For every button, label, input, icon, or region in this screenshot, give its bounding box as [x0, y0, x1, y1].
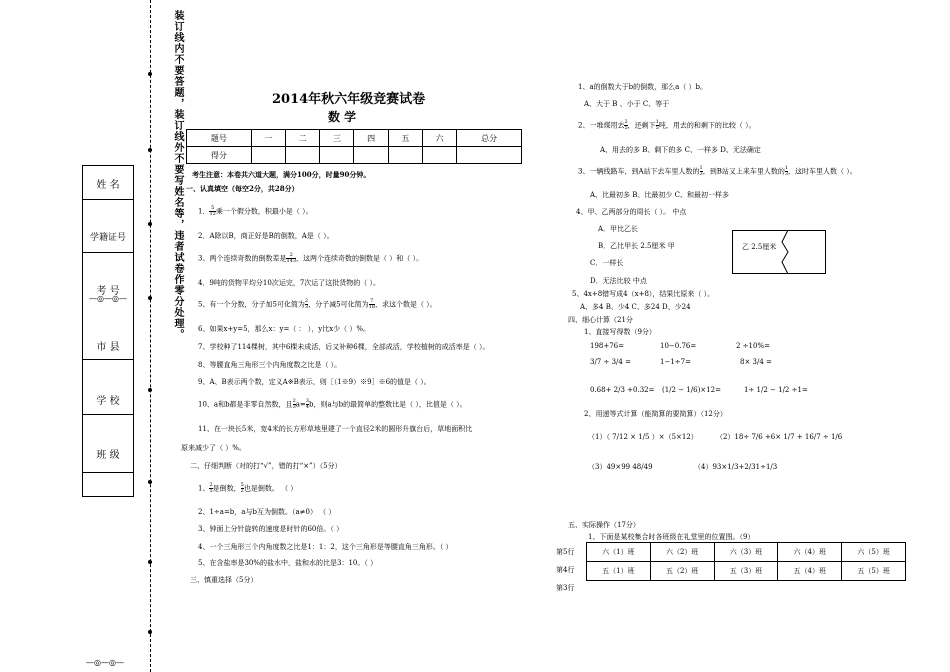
- s1-q7: 7、学校种了114棵树，其中6棵未成活，后又补种6棵，全部成活，学校植树的成活率是（ ）。: [198, 343, 490, 351]
- seat-cell: 六（5）班: [842, 543, 906, 562]
- s1-q1: 1． $\frac{5}{12}$ 乘一个假分数，积最小是（ ）。: [198, 205, 313, 217]
- seat-cell: 六（3）班: [714, 543, 778, 562]
- binding-line: [150, 0, 151, 672]
- section2-heading: 二、仔细判断（对的打“√”，错的打“×”）（5分）: [190, 462, 342, 470]
- seat-cell: 五（2）班: [650, 562, 714, 581]
- s3-q3: 3、一辆线路车，到A站下去车里人数的 $\frac{1}{3}$ ，到B站又上来车里人数的 $\frac{1}{3}$ ，这时车里人数（ ）。: [578, 165, 857, 177]
- section3-heading: 三、慎重选择（5分）: [190, 576, 258, 584]
- s2-q5: 5、在含盐率是30%的盐水中，盐和水的比是3：10。（ ）: [198, 559, 378, 567]
- score-cell[interactable]: [422, 147, 456, 164]
- score-header: 一: [251, 130, 285, 147]
- s3-q4-option-d: D．无法比较 中点: [590, 277, 647, 285]
- calc-r1c1: 198+76=: [590, 342, 624, 350]
- s3-q3-options: A、比最初多 B、比最初少 C、和最初一样多: [590, 191, 730, 199]
- score-header: 题号: [187, 130, 252, 147]
- seat-cell: 六（4）班: [778, 543, 842, 562]
- field-class: 班 级: [96, 450, 120, 461]
- score-header: 六: [422, 130, 456, 147]
- s1-q3: 3、两个连续奇数的倒数差是 $\frac{2}{143}$ ，这两个连续奇数的倒数是（ ）和（ ）。: [198, 252, 423, 264]
- binding-hole: [148, 296, 152, 300]
- section1-heading: 一、认真填空（每空2分，共28分）: [186, 184, 299, 193]
- s3-q1-options: A、大于 B 、小于 C、等于: [584, 100, 670, 108]
- binding-hole: [148, 630, 152, 634]
- seat-cell: 六（1）班: [587, 543, 651, 562]
- figure-label: 乙 2.5厘米: [742, 243, 777, 251]
- s3-q4-option-a: A．甲比乙长: [598, 225, 639, 233]
- row-label-5: 第5行: [556, 548, 575, 556]
- s2-q4: 4、一个三角形三个内角度数之比是1：1：2，这个三角形是等腰直角三角形。（ ）: [198, 543, 453, 551]
- student-info-box: [82, 165, 134, 497]
- binding-hole: [148, 388, 152, 392]
- s4-sub1: 1、直接写得数（9分）: [584, 328, 656, 336]
- s3-q1: 1、a的倒数大于b的倒数，那么a（ ）b。: [578, 83, 707, 91]
- score-cell[interactable]: [388, 147, 422, 164]
- calc-r2c3: 8× 3/4 =: [740, 358, 772, 366]
- perimeter-figure: [732, 230, 826, 274]
- score-cell[interactable]: [251, 147, 285, 164]
- section4-heading: 四、细心计算（21分: [568, 316, 633, 324]
- calc-r3c2: (1/2 − 1/6)×12=: [662, 386, 721, 394]
- score-header: 二: [285, 130, 319, 147]
- calc-c1: （1）（ 7/12 × 1/5 ）×（5×12）: [588, 433, 698, 441]
- field-student-id: 学籍证号: [89, 233, 126, 243]
- seat-table: [586, 542, 906, 581]
- exam-title: 2014年秋六年级竞赛试卷: [272, 92, 426, 107]
- s1-q9: 9、A、B表示两个数，定义A※B表示，则［（1※9）※9］※6的值是（ ）。: [198, 378, 431, 386]
- calc-r1c3: 2 ÷10%=: [736, 342, 770, 350]
- s1-q11-cont: 原来减少了（ ）%。: [181, 444, 246, 452]
- seat-cell: 五（3）班: [714, 562, 778, 581]
- calc-r1c2: 10−0.76=: [660, 342, 697, 350]
- score-header: 总分: [457, 130, 522, 147]
- row-label-3: 第3行: [556, 584, 575, 592]
- s2-q1: 1、 $\frac{2}{5}$ 是倒数， $\frac{5}{2}$ 也是倒数。 （ ）: [198, 482, 298, 494]
- score-cell[interactable]: [285, 147, 319, 164]
- s4-sub2: 2、用递等式计算（能简算的要简算）（12分）: [584, 410, 727, 418]
- s2-q2: 2、1÷a=b，a与b互为倒数。（a≠0） （ ）: [198, 508, 336, 516]
- calc-c3: （3）49×99 48/49: [588, 463, 653, 471]
- s1-q5: 5、有一个分数，分子加5可化简为 $\frac{2}{3}$ ，分子减5可化简为 $\frac{7}{18}$ ，求这个数是（ ）。: [198, 298, 437, 310]
- s1-q8: 8、等腰直角三角形三个内角度数之比是（ ）。: [198, 361, 342, 369]
- binding-hole: [148, 480, 152, 484]
- score-header: 三: [320, 130, 354, 147]
- s1-q4: 4．9吨的货物平均分10次运完，7次运了这批货物的（ ）。: [198, 279, 380, 287]
- binding-hole: [148, 222, 152, 226]
- s3-q2-options: A、用去的多 B、剩下的多 C、一样多 D、无法确定: [600, 146, 761, 154]
- score-table: [186, 129, 522, 164]
- calc-r2c2: 1−1÷7=: [660, 358, 691, 366]
- score-cell[interactable]: [354, 147, 388, 164]
- subject-title: 数 学: [328, 110, 357, 124]
- seat-cell: 五（1）班: [587, 562, 651, 581]
- score-header: 四: [354, 130, 388, 147]
- s1-q10: 10、a和b都是非零自然数，且 $\frac{2}{3}$ a= $\frac{3}{4}$ b，则a与b的最简单的整数比是（ ），比值是（ ）。: [198, 398, 467, 410]
- section5-heading: 五、实际操作（17分）: [568, 521, 640, 529]
- calc-r3c3: 1÷ 1/2 − 1/2 ÷1=: [744, 386, 808, 394]
- s1-q11: 11、在一块长5米，宽4米的长方形草地里建了一个直径2米的圆形升旗台后，草地面积比: [198, 425, 473, 433]
- binding-hole: [148, 560, 152, 564]
- field-county: 市 县: [96, 342, 120, 353]
- binding-hole: [148, 148, 152, 152]
- calc-r3c1: 0.68+ 2/3 +0.32=: [590, 386, 655, 394]
- ornament: —◎—◎—: [89, 294, 127, 303]
- seat-cell: 五（4）班: [778, 562, 842, 581]
- calc-c2: （2）18÷ 7/6 +6× 1/7 + 16/7 ÷ 1/6: [716, 433, 843, 441]
- score-header: 五: [388, 130, 422, 147]
- s3-q2: 2、一堆煤用去 $\frac{2}{5}$ ，还剩下 $\frac{1}{5}$ 吨，用去的和剩下的比较（ ）。: [578, 119, 756, 131]
- binding-instruction: 装订线内不要答题，装订线外不要写姓名等，违者试卷作零分处理。: [172, 10, 183, 340]
- score-cell[interactable]: [320, 147, 354, 164]
- s3-q4-option-b: B．乙比甲长 2.5厘米 甲: [598, 242, 675, 250]
- calc-r2c1: 3/7 ÷ 3/4 =: [590, 358, 631, 366]
- s2-q3: 3、钟面上分针旋转的速度是时针的60倍。（ ）: [198, 525, 344, 533]
- row-label-4: 第4行: [556, 566, 575, 574]
- field-school: 学 校: [96, 396, 120, 407]
- binding-hole: [148, 72, 152, 76]
- score-label: 得分: [187, 147, 252, 164]
- s3-q4: 4、甲、乙两部分的周长（ ）。 中点: [576, 208, 687, 216]
- field-exam-no: 考 号: [96, 286, 120, 297]
- ornament-bottom: —◎—◎—: [86, 658, 124, 667]
- s3-q4-option-c: C．一样长: [590, 259, 624, 267]
- calc-c4: （4）93×1/3+2/31÷1/3: [694, 463, 778, 471]
- s5-q1: 1、下面是某校集合时各班级在礼堂里的位置图。（9）: [588, 533, 755, 541]
- notice: 考生注意：本卷共六道大题，满分100分，时量90分钟。: [192, 170, 371, 179]
- field-name: 姓 名: [96, 180, 120, 191]
- seat-cell: 五（5）班: [842, 562, 906, 581]
- s1-q6: 6、如果x+y=5，那么x：y=（ ： ），y比x少（ ）%。: [198, 325, 371, 333]
- s3-q5-options: A、多4 B、少4 C、多24 D、少24: [580, 303, 691, 311]
- score-cell[interactable]: [457, 147, 522, 164]
- s1-q2: 2．A除以B，商正好是B的倒数，A是（ ）。: [198, 232, 334, 240]
- s3-q5: 5、4x+8错写成4（x+8），结果比原来（ ）。: [572, 290, 715, 298]
- seat-cell: 六（2）班: [650, 543, 714, 562]
